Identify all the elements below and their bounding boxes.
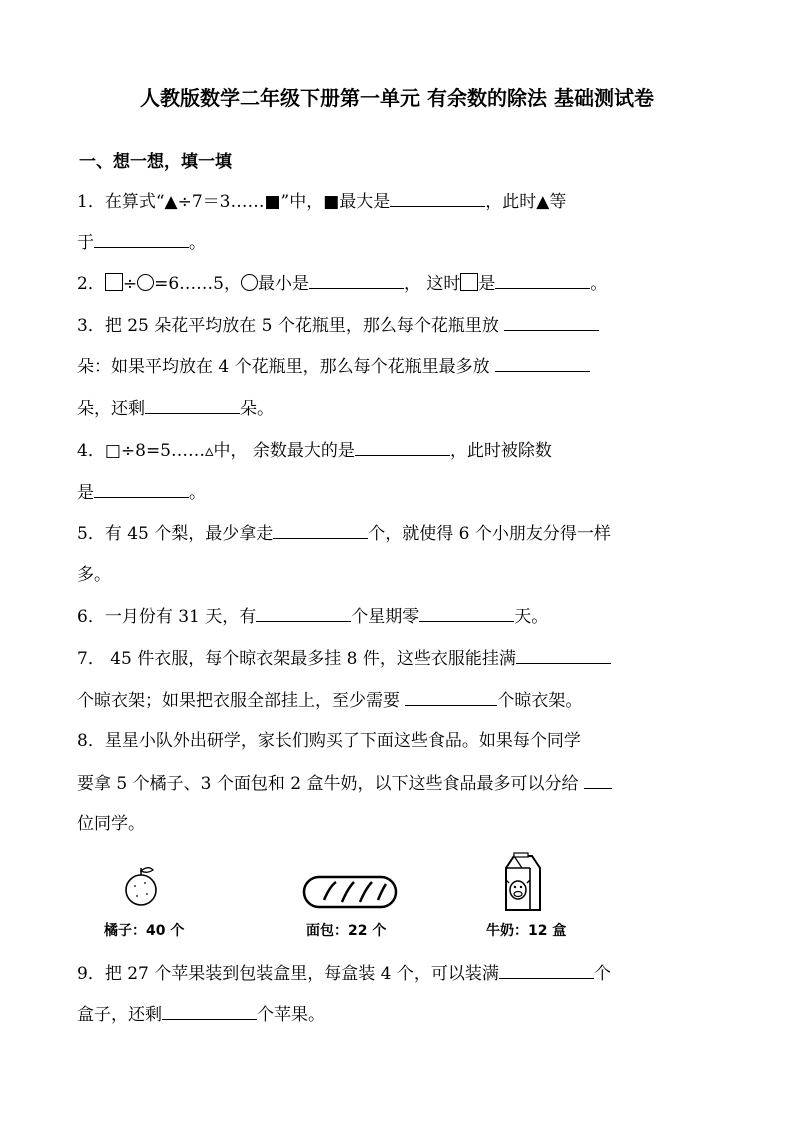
question-5: 5．有 45 个梨，最少拿走 个，就使得 6 个小朋友分得一样 [77, 521, 611, 546]
food-illustrations [100, 852, 575, 944]
orange-icon [122, 864, 160, 912]
square-box-icon [460, 273, 478, 291]
answer-blank[interactable] [390, 189, 485, 207]
answer-blank[interactable] [94, 230, 189, 248]
answer-blank[interactable] [405, 688, 497, 706]
question-6: 6．一月份有 31 天，有 个星期零 天。 [77, 604, 548, 629]
circle-icon [137, 274, 154, 291]
food-label-milk: 牛奶：12 盒 [486, 923, 567, 939]
question-9: 9．把 27 个苹果装到包装盒里，每盒装 4 个，可以装满 个 [77, 961, 611, 986]
answer-blank[interactable] [495, 271, 590, 289]
bread-icon [302, 874, 398, 914]
answer-blank[interactable] [516, 646, 611, 664]
answer-blank[interactable] [94, 480, 189, 498]
milk-carton-icon [500, 852, 544, 916]
answer-blank[interactable] [419, 604, 514, 622]
answer-blank[interactable] [145, 396, 240, 414]
answer-blank[interactable] [309, 271, 404, 289]
question-8-cont: 要拿 5 个橘子、3 个面包和 2 盒牛奶，以下这些食品最多可以分给 [77, 771, 612, 796]
question-3-cont: 朵：如果平均放在 4 个花瓶里，那么每个花瓶里最多放 [77, 354, 590, 379]
question-4: 4．□÷8=5……▵中， 余数最大的是 ，此时被除数 [77, 438, 552, 463]
question-1-cont: 于 。 [77, 230, 206, 255]
circle-icon [241, 274, 258, 291]
question-8-cont2: 位同学。 [77, 814, 145, 834]
question-9-cont: 盒子，还剩 个苹果。 [77, 1002, 325, 1027]
section-heading: 一、想一想，填一填 [79, 152, 232, 172]
question-7-cont: 个晾衣架；如果把衣服全部挂上，至少需要 个晾衣架。 [77, 688, 582, 713]
food-label-bread: 面包：22 个 [306, 923, 387, 939]
question-4-cont: 是 。 [77, 480, 206, 505]
question-2: 2． ÷ =6……5， 最小是 ， 这时 是 。 [77, 271, 607, 296]
question-7: 7． 45 件衣服，每个晾衣架最多挂 8 件，这些衣服能挂满 [77, 646, 611, 671]
answer-blank[interactable] [504, 313, 599, 331]
answer-blank[interactable] [584, 771, 612, 789]
food-label-orange: 橘子：40 个 [104, 923, 185, 939]
question-5-cont: 多。 [77, 565, 111, 585]
answer-blank[interactable] [162, 1002, 257, 1020]
answer-blank[interactable] [499, 961, 594, 979]
question-3-cont2: 朵，还剩 朵。 [77, 396, 274, 421]
question-1: 1．在算式“▲÷7＝3……■”中，■最大是 ，此时▲等 [77, 189, 566, 214]
question-3: 3．把 25 朵花平均放在 5 个花瓶里，那么每个花瓶里放 [77, 313, 599, 338]
answer-blank[interactable] [495, 354, 590, 372]
answer-blank[interactable] [256, 604, 351, 622]
page-title: 人教版数学二年级下册第一单元 有余数的除法 基础测试卷 [140, 86, 654, 110]
answer-blank[interactable] [273, 521, 368, 539]
square-box-icon [105, 273, 123, 291]
answer-blank[interactable] [355, 438, 450, 456]
question-8: 8．星星小队外出研学，家长们购买了下面这些食品。如果每个同学 [77, 731, 581, 751]
